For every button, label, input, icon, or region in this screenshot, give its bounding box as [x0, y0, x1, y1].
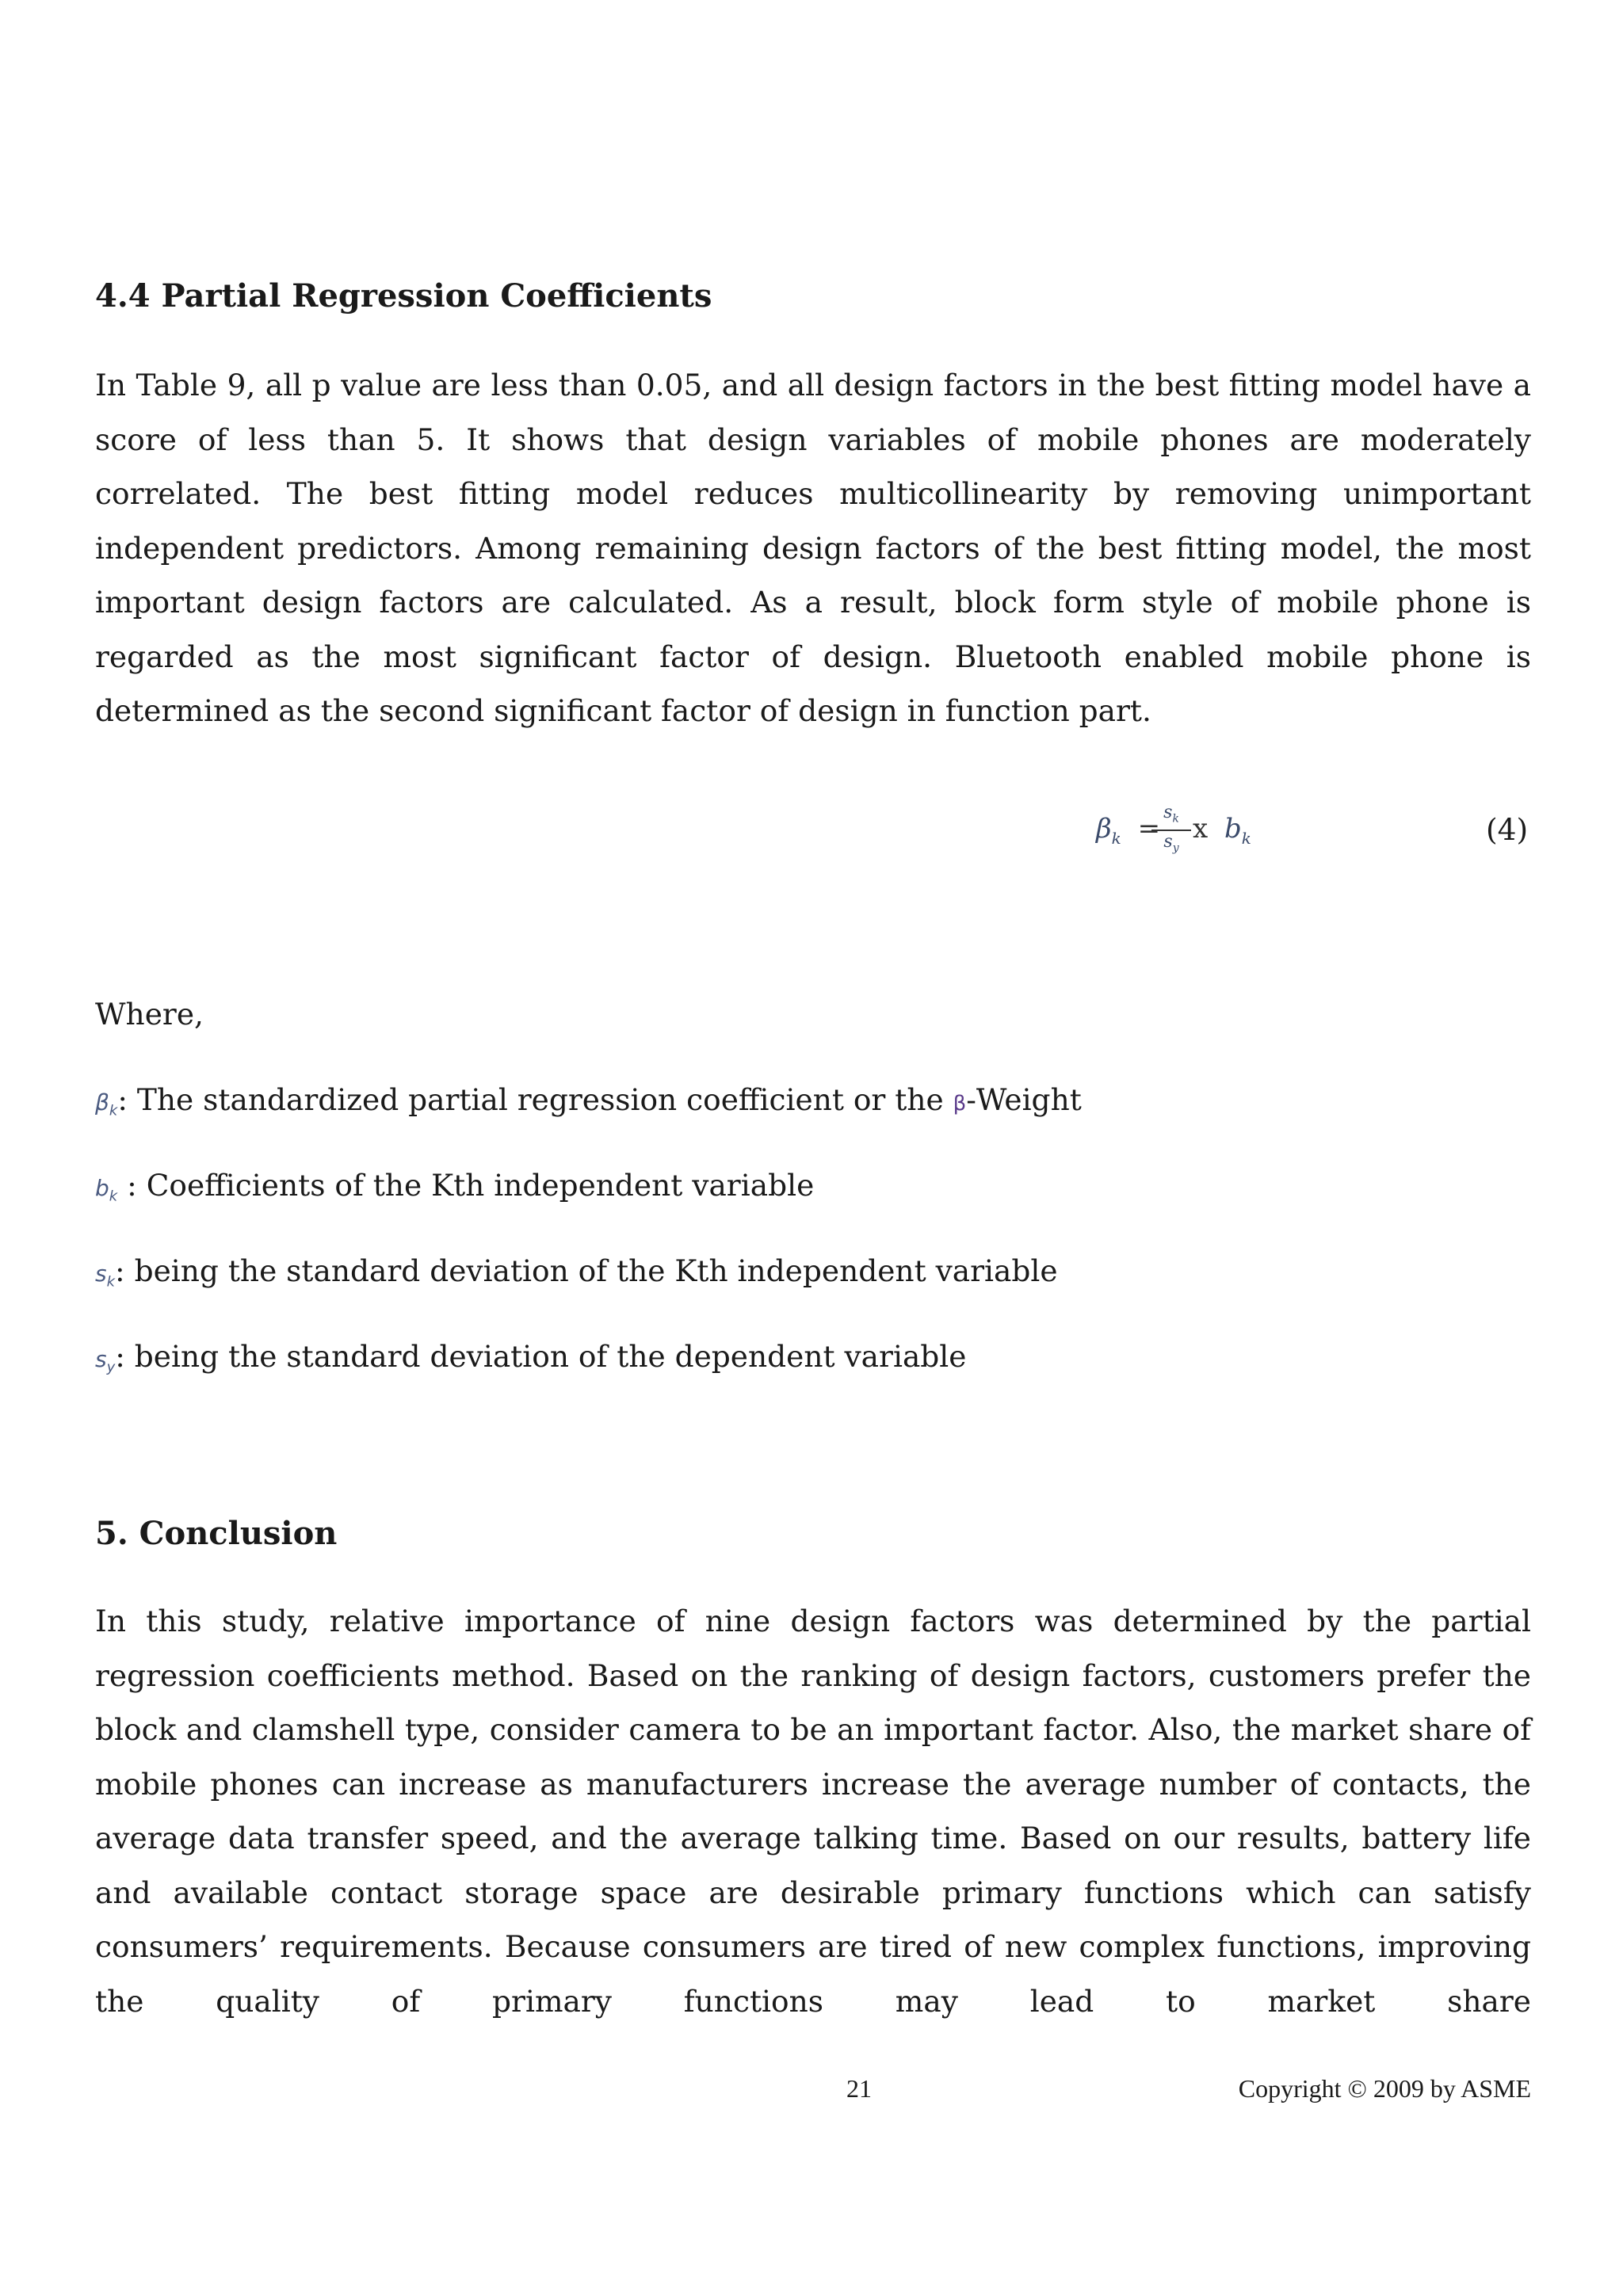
definition-s-y: $s_y$: being the standard deviation of the dependent variable [95, 1339, 967, 1376]
equation-rhs: x $b_k$ [1193, 813, 1251, 848]
section-heading-5: 5. Conclusion [95, 1515, 338, 1552]
b-k-symbol: $b_k$ [95, 1175, 118, 1205]
section-4-4-paragraph: In Table 9, all p value are less than 0.05, and all design factors in the best fitting model have a score of less than 5. It shows that design variables of mobile phones are moderately correlated. The best fitting model reduces multicollinearity by removing unimportant independent predictors. Among remaining design factors of the best fitting model, the most important design factors are calculated. As a result, block form style of mobile phone is regarded as the most significant factor of design. Bluetooth enabled mobile phone is determined as the second significant factor of design in function part. [95, 368, 1531, 728]
s-y-symbol: $s_y$ [95, 1346, 116, 1376]
definition-b-k: $b_k$ : Coefficients of the Kth independent variable [95, 1168, 815, 1205]
s-k-symbol: $s_k$ [95, 1261, 116, 1291]
equation-fraction: $\frac{s_k}{s_y}$ [1151, 802, 1191, 860]
page-number: 21 [846, 2074, 872, 2103]
section-heading-4-4: 4.4 Partial Regression Coefficients [95, 277, 712, 315]
beta-k-symbol: $\beta_k$ [95, 1089, 118, 1119]
equation-number: (4) [1486, 812, 1529, 847]
definition-beta-k: $\beta_k$: The standardized partial regression coefficient or the β-Weight [95, 1082, 1082, 1119]
equation-lhs: $\beta_k$ = [1096, 813, 1161, 848]
conclusion-paragraph: In this study, relative importance of nine design factors was determined by the partial regression coefficients method. Based on the ranking of design factors, customers prefer the block and clamshell type, consider camera to be an important factor. Also, the market share of mobile phones can increase as manufacturers increase the average number of contacts, the average data transfer speed, and the average talking time. Based on our results, battery life and available contact storage space are desirable primary functions which can satisfy consumers’ requirements. Because consumers are tired of new complex functions, improving the quality of primary functions may lead to market share [95, 1604, 1531, 2019]
definition-s-k: $s_k$: being the standard deviation of the Kth independent variable [95, 1253, 1058, 1291]
copyright-notice: Copyright © 2009 by ASME [1238, 2074, 1531, 2103]
where-label: Where, [95, 997, 204, 1032]
